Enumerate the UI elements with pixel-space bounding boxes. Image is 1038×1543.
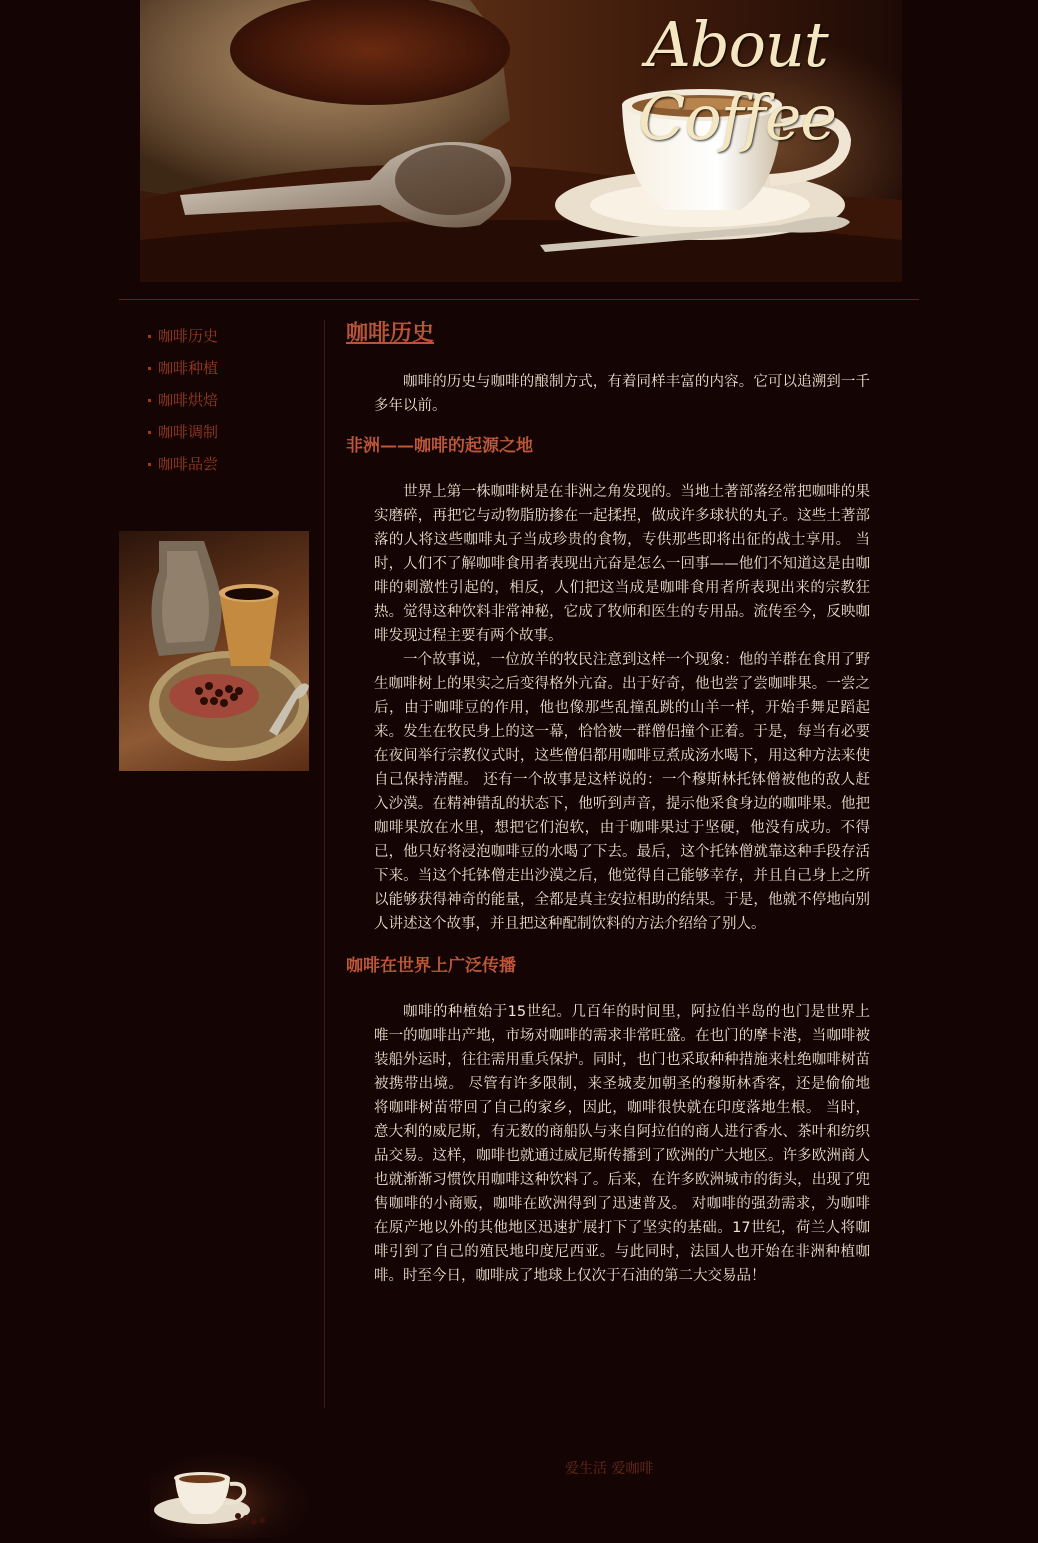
- intro-paragraph: 咖啡的历史与咖啡的酿制方式，有着同样丰富的内容。它可以追溯到一千多年以前。: [374, 374, 870, 414]
- coffee-tray-photo: [119, 531, 309, 771]
- page-title: 咖啡历史: [346, 320, 435, 346]
- sidebar-item-history[interactable]: 咖啡历史: [158, 320, 309, 352]
- main-content: [346, 318, 870, 1288]
- footer-cup-image: [150, 1448, 310, 1539]
- header-divider: [119, 299, 919, 300]
- section-title-africa: 非洲——咖啡的起源之地: [346, 436, 533, 456]
- sidebar-item-cultivation[interactable]: 咖啡种植: [158, 352, 309, 384]
- sidebar-item-tasting[interactable]: 咖啡品尝: [158, 448, 309, 480]
- footer-slogan: 爱生活 爱咖啡: [565, 1461, 654, 1477]
- section-title-spread: 咖啡在世界上广泛传播: [346, 956, 516, 976]
- africa-paragraph-2: 一个故事说，一位放羊的牧民注意到这样一个现象：他的羊群在食用了野生咖啡树上的果实之后变得格外亢奋。出于好奇，他也尝了尝咖啡果。一尝之后，由于咖啡豆的作用，他也像那些乱撞乱跳的山羊一样，开始手舞足蹈起来。发生在牧民身上的这一幕，恰恰被一群僧侣撞个正着。于是，每当有必要在夜间举行宗教仪式时，这些僧侣都用咖啡豆煮成汤水喝下，用这种方法来使自己保持清醒。 还有一个故事是这样说的：一个穆斯林托钵僧被他的敌人赶入沙漠。在精神错乱的状态下，他听到声音，提示他采食身边的咖啡果。他把咖啡果放在水里，想把它们泡软，由于咖啡果过于坚硬，他没有成功。不得已，他只好将浸泡咖啡豆的水喝了下去。最后，这个托钵僧就靠这种手段存活下来。当这个托钵僧走出沙漠之后，他觉得自己能够幸存，并且自己身上之所以能够获得神奇的能量，全都是真主安拉相助的结果。于是，他就不停地向别人讲述这个故事，并且把这种配制饮料的方法介绍给了别人。: [374, 652, 870, 932]
- sidebar-item-brewing[interactable]: 咖啡调制: [158, 416, 309, 448]
- banner-title: About Coffee: [637, 8, 837, 154]
- column-divider: [324, 320, 325, 1408]
- spread-paragraph: 咖啡的种植始于15世纪。几百年的时间里，阿拉伯半岛的也门是世界上唯一的咖啡出产地，市场对咖啡的需求非常旺盛。在也门的摩卡港，当咖啡被装船外运时，往往需用重兵保护。同时，也门也采取种种措施来杜绝咖啡树苗被携带出境。 尽管有许多限制，来圣城麦加朝圣的穆斯林香客，还是偷偷地将咖啡树苗带回了自己的家乡，因此，咖啡很快就在印度落地生根。 当时，意大利的威尼斯，有无数的商船队与来自阿拉伯的商人进行香水、茶叶和纺织品交易。这样，咖啡也就通过威尼斯传播到了欧洲的广大地区。许多欧洲商人也就渐渐习惯饮用咖啡这种饮料了。后来，在许多欧洲城市的街头，出现了兜售咖啡的小商贩，咖啡在欧洲得到了迅速普及。 对咖啡的强劲需求，为咖啡在原产地以外的其他地区迅速扩展打下了坚实的基础。17世纪，荷兰人将咖啡引到了自己的殖民地印度尼西亚。与此同时，法国人也开始在非洲种植咖啡。时至今日，咖啡成了地球上仅次于石油的第二大交易品！: [374, 1004, 870, 1284]
- sidebar-item-roasting[interactable]: 咖啡烘焙: [158, 384, 309, 416]
- sidebar-nav: [119, 320, 309, 480]
- header-banner: [140, 0, 902, 282]
- sidebar: [119, 320, 309, 480]
- africa-paragraph-1: 世界上第一株咖啡树是在非洲之角发现的。当地土著部落经常把咖啡的果实磨碎，再把它与动物脂肪掺在一起揉捏，做成许多球状的丸子。这些土著部落的人将这些咖啡丸子当成珍贵的食物，专供那些即将出征的战士享用。 当时，人们不了解咖啡食用者表现出亢奋是怎么一回事——他们不知道这是由咖啡的刺激性引起的，相反，人们把这当成是咖啡食用者所表现出来的宗教狂热。觉得这种饮料非常神秘，它成了牧师和医生的专用品。流传至今，反映咖啡发现过程主要有两个故事。: [374, 484, 870, 644]
